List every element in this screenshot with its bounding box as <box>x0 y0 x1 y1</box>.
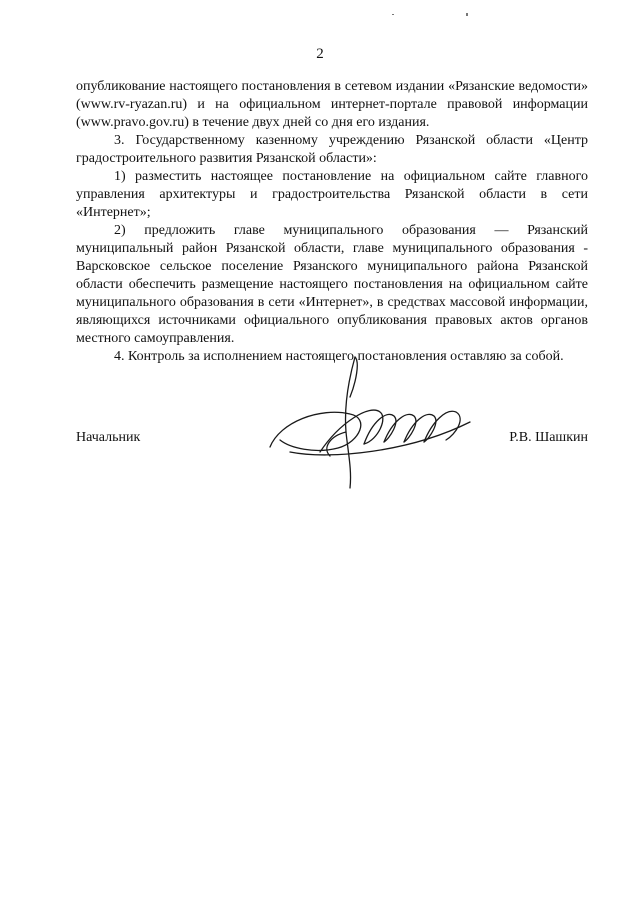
scan-speck <box>392 14 394 15</box>
scan-speck <box>466 13 468 16</box>
page-number: 2 <box>316 46 324 62</box>
signatory-role: Начальник <box>76 430 141 445</box>
paragraph-item-3: 3. Государственному казенному учреждению Рязанской области «Центр градостроительного развития Рязанской области»: <box>76 133 588 166</box>
paragraph-item-4: 4. Контроль за исполнением настоящего постановления оставляю за собой. <box>114 349 564 364</box>
signatory-name: Р.В. Шашкин <box>509 430 588 445</box>
handwritten-signature <box>260 352 480 492</box>
paragraph-subitem-1: 1) разместить настоящее постановление на официальном сайте главного управления архитектуры и градостроительства Рязанской области в сети «Интернет»; <box>76 169 588 220</box>
paragraph-subitem-2: 2) предложить главе муниципального образования — Рязанский муниципальный район Рязанской области, главе муниципального образования - Варсковское сельское поселение Рязанского муниципального района Рязанской области обеспечить размещение настоящего постановления на официальном сайте муниципального образования в сети «Интернет», в средствах массовой информации, являющихся источниками официального опубликования правовых актов органов местного самоуправления. <box>76 223 588 346</box>
signature-block <box>76 430 588 450</box>
document-body <box>76 78 588 366</box>
paragraph-continuation: опубликование настоящего постановления в сетевом издании «Рязанские ведомости» (www.rv-ryazan.ru) и на официальном интернет-портале правовой информации (www.pravo.gov.ru) в течение двух дней со дня его издания. <box>76 79 588 130</box>
